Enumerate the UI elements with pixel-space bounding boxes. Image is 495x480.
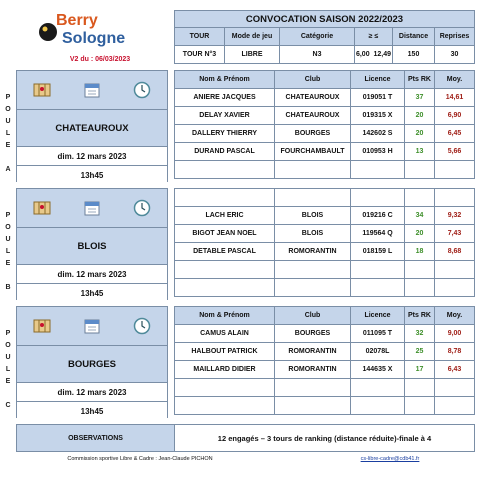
poule-a-city: CHATEAUROUX [17, 110, 167, 147]
poule-b-info [16, 188, 168, 300]
table-row: ANIERE JACQUES CHATEAUROUX 019051 T 37 14,61 [175, 89, 475, 107]
observations-table [16, 424, 475, 452]
poule-b-time: 13h45 [17, 284, 167, 302]
val-min: 6,00 [355, 51, 370, 58]
col-pts: Pts RK [405, 307, 435, 325]
table-row-empty [175, 379, 475, 397]
logo-line1: Berry [56, 12, 98, 29]
col-licence: Licence [351, 307, 405, 325]
val-reprises: 30 [435, 46, 475, 64]
poule-c-city: BOURGES [17, 346, 167, 383]
table-row: DURAND PASCAL FOURCHAMBAULT 010953 H 13 5,66 [175, 143, 475, 161]
poule-a-time: 13h45 [17, 166, 167, 184]
map-icon [33, 81, 51, 99]
footer-commission: Commission sportive Libre & Cadre : Jean-Claude PICHON [67, 456, 213, 462]
table-row: HALBOUT PATRICK ROMORANTIN 02078L 25 8,78 [175, 343, 475, 361]
table-row: MAILLARD DIDIER ROMORANTIN 144635 X 17 6,43 [175, 361, 475, 379]
observations-text: 12 engagés – 3 tours de ranking (distance réduite)-finale à 4 [175, 425, 475, 452]
val-distance: 150 [393, 46, 435, 64]
poule-a-date: dim. 12 mars 2023 [17, 147, 167, 166]
col-club: Club [275, 71, 351, 89]
val-tour: TOUR N°3 [175, 46, 225, 64]
observations-label: OBSERVATIONS [17, 425, 175, 452]
table-row: DELAY XAVIER CHATEAUROUX 019315 X 20 6,90 [175, 107, 475, 125]
table-row: BIGOT JEAN NOEL BLOIS 119564 Q 20 7,43 [175, 225, 475, 243]
val-mode: LIBRE [225, 46, 280, 64]
logo [30, 8, 140, 56]
clock-icon [133, 81, 151, 99]
billiard-ball-icon [38, 22, 58, 42]
poule-c-label: P O U L E C [5, 330, 11, 409]
col-categorie: Catégorie [280, 28, 355, 46]
calendar-icon [83, 199, 101, 217]
table-row-empty [175, 161, 475, 179]
poule-b-table [174, 188, 475, 297]
poule-c-time: 13h45 [17, 402, 167, 420]
table-row-empty [175, 279, 475, 297]
col-reprises: Reprises [435, 28, 475, 46]
footer-email[interactable]: cs-libre-cadre@cdb41.fr [360, 456, 420, 462]
poule-c-info [16, 306, 168, 418]
col-pts: Pts RK [405, 71, 435, 89]
calendar-icon [83, 81, 101, 99]
poule-b-label: P O U L E B [5, 212, 11, 291]
logo-line2: Sologne [62, 30, 126, 47]
poule-a-label: P O U L E A [5, 94, 11, 173]
col-nom: Nom & Prénom [175, 71, 275, 89]
poule-a-info [16, 70, 168, 182]
page-title: CONVOCATION SAISON 2022/2023 [175, 11, 475, 28]
poule-b-date: dim. 12 mars 2023 [17, 265, 167, 284]
val-range [355, 46, 393, 64]
poule-c-table [174, 306, 475, 415]
map-icon [33, 317, 51, 335]
val-max: 12,49 [373, 51, 392, 58]
col-distance: Distance [393, 28, 435, 46]
header-table [174, 10, 475, 64]
table-row-empty [175, 261, 475, 279]
col-moy: Moy. [435, 71, 475, 89]
table-row: CAMUS ALAIN BOURGES 011095 T 32 9,00 [175, 325, 475, 343]
table-row-empty [175, 189, 475, 207]
col-licence: Licence [351, 71, 405, 89]
col-range: ≥ ≤ [355, 28, 393, 46]
col-nom: Nom & Prénom [175, 307, 275, 325]
col-moy: Moy. [435, 307, 475, 325]
col-mode: Mode de jeu [225, 28, 280, 46]
version-label: V2 du : 06/03/2023 [69, 56, 131, 63]
col-tour: TOUR [175, 28, 225, 46]
map-icon [33, 199, 51, 217]
clock-icon [133, 317, 151, 335]
col-club: Club [275, 307, 351, 325]
val-categorie: N3 [280, 46, 355, 64]
table-row: DALLERY THIERRY BOURGES 142602 S 20 6,45 [175, 125, 475, 143]
poule-b-city: BLOIS [17, 228, 167, 265]
table-row-empty [175, 397, 475, 415]
table-row: DETABLE PASCAL ROMORANTIN 018159 L 18 8,68 [175, 243, 475, 261]
poule-a-table [174, 70, 475, 179]
calendar-icon [83, 317, 101, 335]
clock-icon [133, 199, 151, 217]
poule-c-date: dim. 12 mars 2023 [17, 383, 167, 402]
table-row: LACH ERIC BLOIS 019216 C 34 9,32 [175, 207, 475, 225]
